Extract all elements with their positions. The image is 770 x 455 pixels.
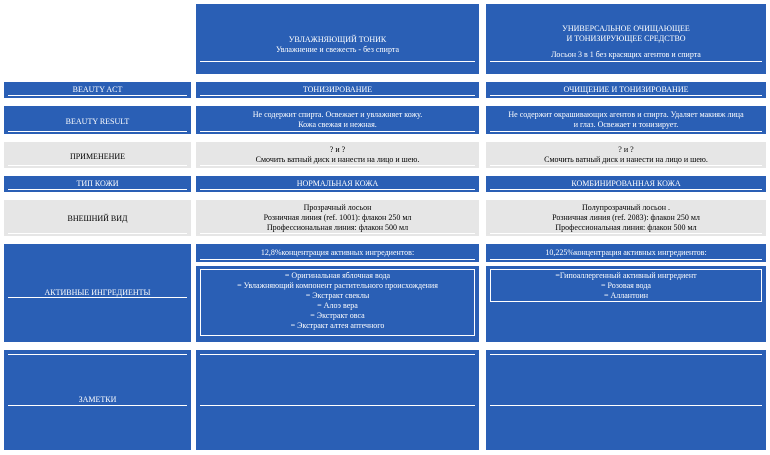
ingredient-item: = Увлажняющий компонент растительного происхождения	[237, 281, 438, 290]
active-ingredients-label: АКТИВНЫЕ ИНГРЕДИЕНТЫ	[44, 288, 151, 297]
beauty-result-col2-line2: и глаз. Освежает и тонизирует.	[573, 120, 679, 129]
beauty-act-col2-rule	[490, 95, 762, 96]
header-col1-rule	[200, 61, 475, 62]
row-beauty-act-col2	[486, 82, 766, 98]
row-skin-type-col2	[486, 176, 766, 192]
application-label-rule	[8, 165, 187, 166]
row-beauty-result-col1	[196, 106, 479, 134]
beauty-result-label: BEAUTY RESULT	[65, 117, 130, 126]
header-col1-title: УВЛАЖНЯЮЩИЙ ТОНИК	[288, 35, 387, 44]
appearance-col2-rule	[490, 233, 762, 234]
ingredient-item: = Экстракт свеклы	[305, 291, 370, 300]
row-appearance-label	[4, 200, 191, 236]
ingredient-item: = Оригинальная яблочная вода	[284, 271, 391, 280]
row-active-ingredients-col1-concentration	[196, 244, 479, 262]
header-col1	[196, 4, 479, 74]
row-appearance-col2	[486, 200, 766, 236]
notes-col2-rule	[490, 405, 762, 406]
skin-type-label-rule	[8, 189, 187, 190]
beauty-act-label-rule	[8, 95, 187, 96]
active-ingredients-col1-box	[200, 269, 475, 336]
row-active-ingredients-col1-list	[196, 266, 479, 342]
notes-col1-top-rule	[200, 354, 475, 355]
application-col2-rule	[490, 165, 762, 166]
beauty-act-col1: ТОНИЗИРОВАНИЕ	[302, 85, 373, 94]
appearance-col2-line1: Полупрозрачный лосьон .	[582, 203, 670, 212]
application-col1-line1: ? и ?	[329, 145, 346, 154]
active-ingredients-col2-conc-rule	[490, 259, 762, 260]
header-col2-title-line2: И ТОНИЗИРУЮЩЕЕ СРЕДСТВО	[566, 34, 686, 43]
beauty-result-label-rule	[8, 131, 187, 132]
row-skin-type-col1	[196, 176, 479, 192]
appearance-col1-line3: Профессиональная линия: флакон 500 мл	[266, 223, 409, 232]
appearance-col1-line1: Прозрачный лосьон	[303, 203, 372, 212]
row-beauty-result-label	[4, 106, 191, 134]
header-col2	[486, 4, 766, 74]
ingredient-item: =Гипоаллергенный активный ингредиент	[555, 271, 697, 280]
appearance-col1-line2: Розничная линия (ref. 1001): флакон 250 мл	[263, 213, 412, 222]
appearance-col1-rule	[200, 233, 475, 234]
application-col2-line2: Смочить ватный диск и нанести на лицо и шею.	[544, 155, 708, 164]
ingredient-item: = Розовая вода	[601, 281, 651, 290]
header-col2-rule	[490, 61, 762, 62]
application-col2-line1: ? и ?	[618, 145, 634, 154]
appearance-label: ВНЕШНИЙ ВИД	[67, 214, 128, 223]
ingredient-item: = Алоэ вера	[317, 301, 358, 310]
ingredient-item: = Экстракт алтея аптечного	[290, 321, 385, 330]
row-beauty-act-col1	[196, 82, 479, 98]
beauty-act-col2: ОЧИЩЕНИЕ И ТОНИЗИРОВАНИЕ	[563, 85, 689, 94]
row-active-ingredients-col2-list	[486, 266, 766, 342]
row-active-ingredients-label	[4, 244, 191, 342]
ingredient-item: = Экстракт овса	[310, 311, 365, 320]
active-ingredients-col1-conc-rule	[200, 259, 475, 260]
row-application-label	[4, 142, 191, 168]
notes-label-top-rule	[8, 354, 187, 355]
application-col1-rule	[200, 165, 475, 166]
header-col2-title-line1: УНИВЕРСАЛЬНОЕ ОЧИЩАЮЩЕЕ	[562, 24, 690, 33]
notes-col2-top-rule	[490, 354, 762, 355]
beauty-result-col1-line2: Кожа свежая и нежная.	[298, 120, 377, 129]
active-ingredients-col1-concentration: 12,8%концентрация активных ингредиентов:	[260, 248, 415, 257]
skin-type-col2-rule	[490, 189, 762, 190]
row-appearance-col1	[196, 200, 479, 236]
row-beauty-result-col2	[486, 106, 766, 134]
notes-label-rule	[8, 405, 187, 406]
row-notes-col2[interactable]	[486, 350, 766, 450]
active-ingredients-label-rule	[8, 297, 187, 298]
skin-type-label: ТИП КОЖИ	[76, 179, 119, 188]
application-col1-line2: Смочить ватный диск и нанести на лицо и шею.	[255, 155, 420, 164]
skin-type-col2: КОМБИНИРОВАННАЯ КОЖА	[571, 179, 681, 188]
active-ingredients-col2-concentration: 10,225%концентрация активных ингредиентов:	[545, 248, 707, 257]
appearance-label-rule	[8, 233, 187, 234]
header-col2-subtitle: Лосьон 3 в 1 без красящих агентов и спирта	[551, 50, 701, 59]
notes-col1-rule	[200, 405, 475, 406]
notes-label: ЗАМЕТКИ	[78, 395, 117, 404]
row-notes-col1[interactable]	[196, 350, 479, 450]
row-application-col2	[486, 142, 766, 168]
row-notes-label	[4, 350, 191, 450]
beauty-result-col2-rule	[490, 131, 762, 132]
beauty-result-col2-line1: Не содержит окрашивающих агентов и спирта. Удаляет макияж лица	[508, 110, 744, 119]
row-beauty-act-label	[4, 82, 191, 98]
skin-type-col1-rule	[200, 189, 475, 190]
active-ingredients-col2-box	[490, 269, 762, 302]
row-active-ingredients-col2-concentration	[486, 244, 766, 262]
row-application-col1	[196, 142, 479, 168]
row-skin-type-label	[4, 176, 191, 192]
beauty-act-col1-rule	[200, 95, 475, 96]
appearance-col2-line3: Профессиональная линия: флакон 500 мл	[555, 223, 697, 232]
application-label: ПРИМЕНЕНИЕ	[69, 152, 126, 161]
header-col1-subtitle: Увлажнение и свежесть - без спирта	[275, 45, 400, 54]
beauty-act-label: BEAUTY ACT	[72, 85, 123, 94]
beauty-result-col1-line1: Не содержит спирта. Освежает и увлажняет кожу.	[252, 110, 423, 119]
skin-type-col1: НОРМАЛЬНАЯ КОЖА	[296, 179, 379, 188]
beauty-result-col1-rule	[200, 131, 475, 132]
appearance-col2-line2: Розничная линия (ref. 2083): флакон 250 мл	[552, 213, 700, 222]
ingredient-item: = Аллантоин	[603, 291, 649, 300]
